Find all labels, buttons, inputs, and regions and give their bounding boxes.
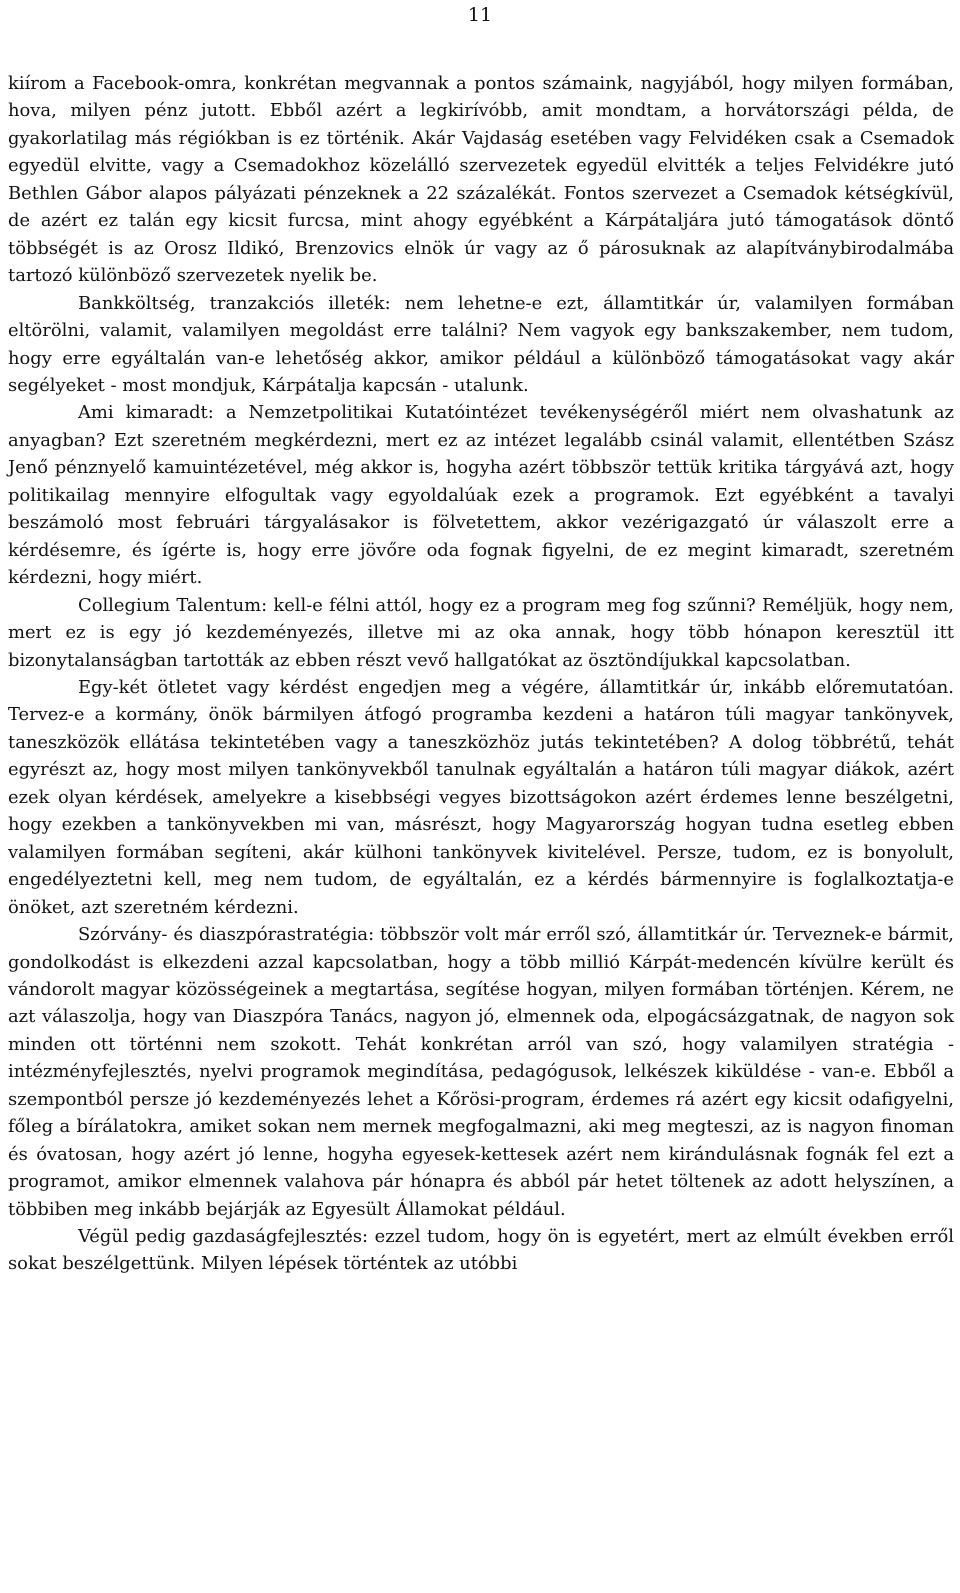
document-body — [8, 70, 954, 1278]
paragraph: Végül pedig gazdaságfejlesztés: ezzel tudom, hogy ön is egyetért, mert az elmúlt években erről sokat beszélgettünk. Milyen lépések történtek az utóbbi — [8, 1226, 954, 1275]
paragraph: Egy-két ötletet vagy kérdést engedjen meg a végére, államtitkár úr, inkább előremutatóan. Tervez-e a kormány, önök bármilyen átfogó programba kezdeni a határon túli magyar tankönyvek, taneszközök ellátása tekintetében vagy a taneszközhöz jutás tekintetében? A dolog többrétű, tehát egyrészt az, hogy most milyen tankönyvekből tanulnak egyáltalán a határon túli magyar diákok, azért ezek olyan kérdések, amelyekre a kisebbségi vegyes bizottságokon azért érdemes lenne beszélgetni, hogy ezekben a tankönyvekben mi van, másrészt, hogy Magyarország hogyan tudna esetleg ebben valamilyen formában segíteni, akár külhoni tankönyvek kivitelével. Persze, tudom, ez is bonyolult, engedélyeztetni kell, meg nem tudom, de egyáltalán, ez a kérdés bármennyire is foglalkoztatja-e önöket, azt szeretném kérdezni. — [8, 676, 954, 918]
paragraph: Szórvány- és diaszpórastratégia: többször volt már erről szó, államtitkár úr. Terveznek-e bármit, gondolkodást is elkezdeni azzal kapcsolatban, hogy a több millió Kárpát-medencén kívülre került és vándorolt magyar közösségeinek a megtartása, segítése hogyan, milyen formában történjen. Kérem, ne azt válaszolja, hogy van Diaszpóra Tanács, nagyon jó, elmennek oda, elpogácsázgatnak, de nagyon sok minden ott történni nem szokott. Tehát konkrétan arról van szó, hogy valamilyen stratégia - intézményfejlesztés, nyelvi programok megindítása, pedagógusok, lelkészek kiküldése - van-e. Ebből a szempontból persze jó kezdeményezés lehet a Kőrösi-program, érdemes rá azért egy kicsit odafigyelni, főleg a bírálatokra, amiket sokan nem mernek megfogalmazni, aki meg megteszi, az is nagyon finoman és óvatosan, hogy azért jó lenne, hogyha egyesek-kettesek azért nem kirándulásnak fognák fel ezt a programot, amikor elmennek valahova pár hónapra és abból pár hetet töltenek az adott helyszínen, a többiben meg inkább bejárják az Egyesült Államokat például. — [8, 924, 954, 1220]
paragraph: Collegium Talentum: kell-e félni attól, hogy ez a program meg fog szűnni? Reméljük, hogy nem, mert ez is egy jó kezdeményezés, illetve mi az oka annak, hogy több hónapon keresztül itt bizonytalanságban tartották az ebben részt vevő hallgatókat az ösztöndíjukkal kapcsolatban. — [8, 594, 954, 671]
paragraph: Ami kimaradt: a Nemzetpolitikai Kutatóintézet tevékenységéről miért nem olvashatunk az anyagban? Ezt szeretném megkérdezni, mert ez az intézet legalább csinál valamit, ellentétben Szász Jenő pénznyelő kamuintézetével, még akkor is, hogyha azért többször tettük kritika tárgyává azt, hogy politikailag mennyire elfogultak vagy egyoldalúak ezek a programok. Ezt egyébként a tavalyi beszámoló most februári tárgyalásakor is fölvetettem, akkor vezérigazgató úr válaszolt erre a kérdésemre, és ígérte is, hogy erre jövőre oda fognak figyelni, de ez megint kimaradt, szeretném kérdezni, hogy miért. — [8, 402, 954, 589]
paragraph: Bankköltség, tranzakciós illeték: nem lehetne-e ezt, államtitkár úr, valamilyen formában eltörölni, valamit, valamilyen megoldást erre találni? Nem vagyok egy bankszakember, nem tudom, hogy erre egyáltalán van-e lehetőség akkor, amikor például a különböző támogatásokat vagy akár segélyeket - most mondjuk, Kárpátalja kapcsán - utalunk. — [8, 292, 954, 396]
page-number: 11 — [467, 4, 493, 26]
paragraph: kiírom a Facebook-omra, konkrétan megvannak a pontos számaink, nagyjából, hogy milyen formában, hova, milyen pénz jutott. Ebből azért a legkirívóbb, amit mondtam, a horvátországi példa, de gyakorlatilag más régiókban is ez történik. Akár Vajdaság esetében vagy Felvidéken csak a Csemadok egyedül elvitte, vagy a Csemadokhoz közelálló szervezetek egyedül elvitték a teljes Felvidékre jutó Bethlen Gábor alapos pályázati pénzeknek a 22 százalékát. Fontos szervezet a Csemadok kétségkívül, de azért ez talán egy kicsit furcsa, mint ahogy egyébként a Kárpátaljára jutó támogatások döntő többségét is az Orosz Ildikó, Brenzovics elnök úr vagy az ő párosuknak az alapítványbirodalmába tartozó különböző szervezetek nyelik be. — [8, 73, 954, 287]
